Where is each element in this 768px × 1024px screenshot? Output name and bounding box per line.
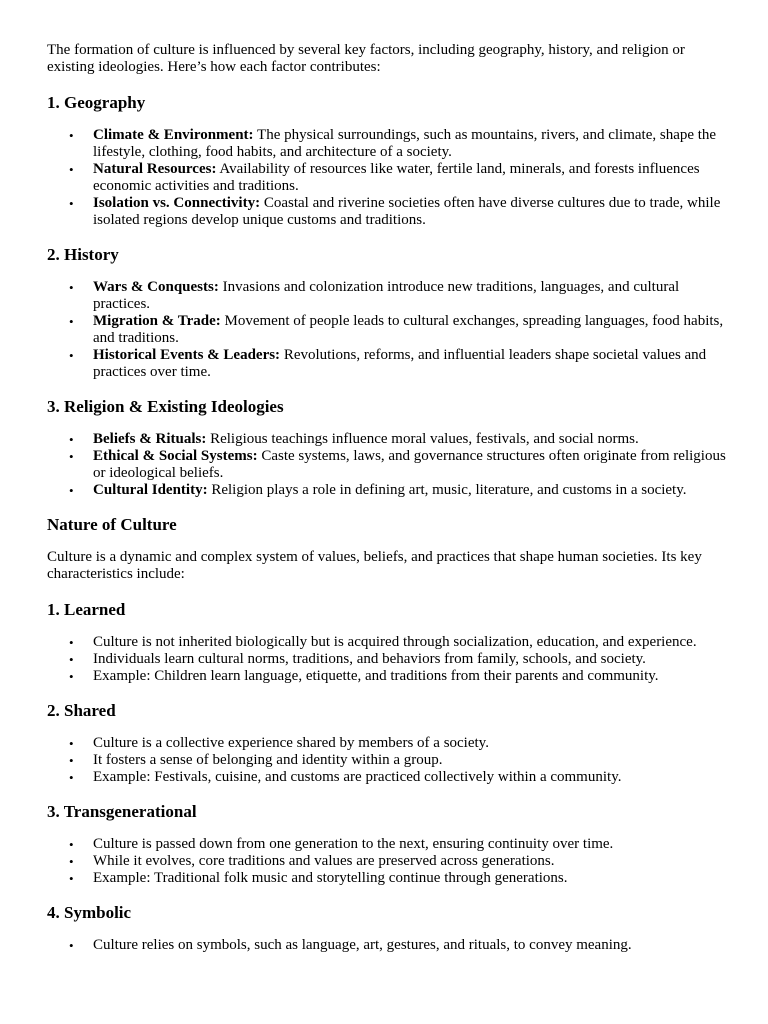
bullet-icon: • [69, 938, 74, 953]
list-item [69, 752, 727, 769]
list-item [69, 347, 727, 381]
list-item-text: Movement of people leads to cultural exchanges, spreading languages, food habits, and traditions. [93, 313, 724, 346]
bullet-icon: • [69, 837, 74, 852]
bullet-icon: • [69, 162, 74, 177]
list-item [69, 853, 727, 870]
list-item-text: Example: Traditional folk music and storytelling continue through generations. [93, 870, 568, 886]
bullet-icon: • [69, 280, 74, 295]
bullet-icon: • [69, 128, 74, 143]
section-heading-geography: 1. Geography [47, 93, 146, 112]
list-item-text: Example: Festivals, cuisine, and customs are practiced collectively within a community. [93, 769, 622, 785]
list-item [69, 127, 727, 161]
list-item [69, 279, 727, 313]
nature-intro-paragraph: Culture is a dynamic and complex system of values, beliefs, and practices that shape human societies. Its key characteristics include: [47, 549, 702, 582]
bullet-icon: • [69, 753, 74, 768]
document-page [47, 42, 727, 970]
list-item-text: Culture is a collective experience shared by members of a society. [93, 735, 489, 751]
list-item [69, 651, 727, 668]
section-heading-nature-of-culture: Nature of Culture [47, 515, 177, 534]
list-item [69, 161, 727, 195]
section-heading-shared: 2. Shared [47, 701, 116, 720]
list-item-text: Religion plays a role in defining art, music, literature, and customs in a society. [207, 482, 687, 498]
list-item-text: The physical surroundings, such as mountains, rivers, and climate, shape the lifestyle, clothing, food habits, and architecture of a society. [93, 127, 717, 160]
bullet-icon: • [69, 314, 74, 329]
bullet-icon: • [69, 770, 74, 785]
list-item-term: Historical Events & Leaders: [93, 347, 281, 363]
bullet-icon: • [69, 736, 74, 751]
section-heading-symbolic: 4. Symbolic [47, 903, 132, 922]
bullet-icon: • [69, 348, 74, 363]
shared-list [47, 735, 727, 786]
bullet-icon: • [69, 449, 74, 464]
transgenerational-list [47, 836, 727, 887]
list-item-text: It fosters a sense of belonging and identity within a group. [93, 752, 443, 768]
list-item-term: Beliefs & Rituals: [93, 431, 207, 447]
list-item [69, 448, 727, 482]
list-item-term: Natural Resources: [93, 161, 217, 177]
bullet-icon: • [69, 652, 74, 667]
bullet-icon: • [69, 196, 74, 211]
list-item-term: Isolation vs. Connectivity: [93, 195, 261, 211]
list-item [69, 769, 727, 786]
list-item-term: Climate & Environment: [93, 127, 254, 143]
list-item-text: Caste systems, laws, and governance structures often originate from religious or ideological beliefs. [93, 448, 726, 481]
list-item-text: Coastal and riverine societies often have diverse cultures due to trade, while isolated regions develop unique customs and traditions. [93, 195, 721, 228]
list-item-text: Invasions and colonization introduce new traditions, languages, and cultural practices. [93, 279, 680, 312]
bullet-icon: • [69, 483, 74, 498]
bullet-icon: • [69, 432, 74, 447]
section-heading-religion: 3. Religion & Existing Ideologies [47, 397, 284, 416]
list-item [69, 313, 727, 347]
history-list [47, 279, 727, 381]
list-item [69, 195, 727, 229]
list-item-text: Religious teachings influence moral values, festivals, and social norms. [206, 431, 639, 447]
list-item-text: Culture is passed down from one generation to the next, ensuring continuity over time. [93, 836, 614, 852]
list-item-text: Example: Children learn language, etiquette, and traditions from their parents and community. [93, 668, 659, 684]
list-item-term: Wars & Conquests: [93, 279, 219, 295]
bullet-icon: • [69, 871, 74, 886]
bullet-icon: • [69, 635, 74, 650]
bullet-icon: • [69, 854, 74, 869]
list-item-text: Culture relies on symbols, such as language, art, gestures, and rituals, to convey meaning. [93, 937, 632, 953]
list-item-term: Ethical & Social Systems: [93, 448, 258, 464]
geography-list [47, 127, 727, 229]
list-item [69, 668, 727, 685]
intro-paragraph: The formation of culture is influenced by several key factors, including geography, history, and religion or existing ideologies. Here’s how each factor contributes: [47, 42, 685, 75]
section-heading-transgenerational: 3. Transgenerational [47, 802, 197, 821]
list-item-text: Individuals learn cultural norms, traditions, and behaviors from family, schools, and society. [93, 651, 646, 667]
list-item [69, 735, 727, 752]
section-heading-learned: 1. Learned [47, 600, 126, 619]
bullet-icon: • [69, 669, 74, 684]
list-item [69, 937, 727, 954]
list-item-term: Migration & Trade: [93, 313, 221, 329]
list-item [69, 634, 727, 651]
list-item-text: Revolutions, reforms, and influential leaders shape societal values and practices over time. [93, 347, 707, 380]
list-item-term: Cultural Identity: [93, 482, 208, 498]
list-item [69, 431, 727, 448]
section-heading-history: 2. History [47, 245, 119, 264]
list-item-text: Culture is not inherited biologically but is acquired through socialization, education, and experience. [93, 634, 697, 650]
symbolic-list [47, 937, 727, 954]
list-item [69, 482, 727, 499]
list-item [69, 870, 727, 887]
list-item-text: While it evolves, core traditions and values are preserved across generations. [93, 853, 555, 869]
religion-list [47, 431, 727, 499]
list-item [69, 836, 727, 853]
list-item-text: Availability of resources like water, fertile land, minerals, and forests influences economic activities and traditions. [93, 161, 700, 194]
learned-list [47, 634, 727, 685]
